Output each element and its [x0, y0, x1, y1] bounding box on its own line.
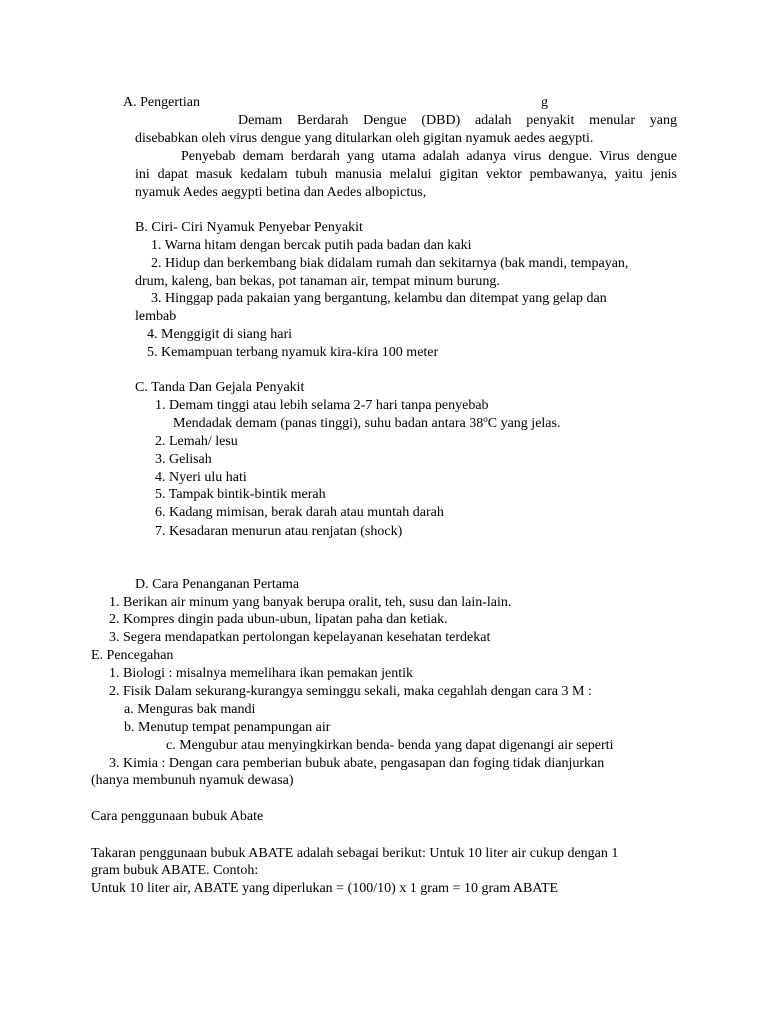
- section-c-item-7: 7. Kesadaran menurun atau renjatan (shock): [155, 524, 403, 539]
- section-c-item-6: 6. Kadang mimisan, berak darah atau muntah darah: [155, 505, 444, 520]
- section-c-item-1-sub: [173, 415, 560, 433]
- section-e-item-1: 1. Biologi : misalnya memelihara ikan pemakan jentik: [109, 666, 414, 681]
- section-a-para2-line1: Penyebab demam berdarah yang utama adalah adanya virus dengue. Virus dengue: [181, 149, 677, 164]
- section-d-item-3: 3. Segera mendapatkan pertolongan kepelayanan kesehatan terdekat: [109, 630, 491, 645]
- section-b-item-3-line1: 3. Hinggap pada pakaian yang bergantung, kelambu dan ditempat yang gelap dan: [151, 291, 607, 306]
- abate-heading: Cara penggunaan bubuk Abate: [91, 809, 264, 824]
- section-b-heading: B. Ciri- Ciri Nyamuk Penyebar Penyakit: [135, 220, 363, 235]
- section-e-item-2c: c. Mengubur atau menyingkirkan benda- benda yang dapat digenangi air seperti: [166, 738, 614, 753]
- abate-line-1: Takaran penggunaan bubuk ABATE adalah sebagai berikut: Untuk 10 liter air cukup dengan 1: [91, 846, 619, 861]
- section-b-item-1: 1. Warna hitam dengan bercak putih pada badan dan kaki: [151, 238, 472, 253]
- section-e-item-3-line2: (hanya membunuh nyamuk dewasa): [91, 773, 294, 788]
- section-c-item-1-sub-post: C yang jelas.: [487, 416, 561, 431]
- section-d-item-1: 1. Berikan air minum yang banyak berupa oralit, teh, susu dan lain-lain.: [109, 595, 512, 610]
- degree-sign: o: [483, 414, 488, 424]
- section-e-heading: E. Pencegahan: [91, 648, 174, 663]
- stray-character: g: [541, 95, 548, 110]
- section-d-heading: D. Cara Penanganan Pertama: [135, 577, 300, 592]
- section-c-item-2: 2. Lemah/ lesu: [155, 434, 238, 449]
- section-e-item-2: 2. Fisik Dalam sekurang-kurangya seminggu sekali, maka cegahlah dengan cara 3 M :: [109, 684, 592, 699]
- section-b-item-2-line1: 2. Hidup dan berkembang biak didalam rumah dan sekitarnya (bak mandi, tempayan,: [151, 256, 629, 271]
- section-a-para2-line3: nyamuk Aedes aegypti betina dan Aedes albopictus,: [135, 185, 427, 200]
- section-e-item-2b: b. Menutup tempat penampungan air: [124, 720, 331, 735]
- section-c-item-4: 4. Nyeri ulu hati: [155, 470, 247, 485]
- abate-line-2: gram bubuk ABATE. Contoh:: [91, 863, 259, 878]
- section-c-item-3: 3. Gelisah: [155, 452, 212, 467]
- section-b-item-5: 5. Kemampuan terbang nyamuk kira-kira 100 meter: [147, 345, 439, 360]
- section-a-heading: A. Pengertian: [123, 95, 200, 110]
- section-a-para2-line2: ini dapat masuk kedalam tubuh manusia melalui gigitan vektor pembawanya, yaitu jenis: [135, 167, 677, 182]
- section-a-para1-line2: disebabkan oleh virus dengue yang ditularkan oleh gigitan nyamuk aedes aegypti.: [135, 131, 594, 146]
- section-c-item-1-sub-pre: Mendadak demam (panas tinggi), suhu badan antara 38: [173, 416, 484, 431]
- abate-line-3: Untuk 10 liter air, ABATE yang diperlukan = (100/10) x 1 gram = 10 gram ABATE: [91, 881, 559, 896]
- section-a-para1-line1: Demam Berdarah Dengue (DBD) adalah penyakit menular yang: [238, 113, 677, 128]
- section-e-item-2a: a. Menguras bak mandi: [124, 702, 256, 717]
- section-c-item-1: 1. Demam tinggi atau lebih selama 2-7 hari tanpa penyebab: [155, 398, 489, 413]
- section-b-item-3-line2: lembab: [135, 309, 177, 324]
- section-c-heading: C. Tanda Dan Gejala Penyakit: [135, 380, 305, 395]
- section-b-item-2-line2: drum, kaleng, ban bekas, pot tanaman air, tempat minum burung.: [135, 274, 500, 289]
- section-e-item-3-line1: 3. Kimia : Dengan cara pemberian bubuk abate, pengasapan dan foging tidak dianjurkan: [109, 756, 605, 771]
- section-c-item-5: 5. Tampak bintik-bintik merah: [155, 487, 326, 502]
- section-d-item-2: 2. Kompres dingin pada ubun-ubun, lipatan paha dan ketiak.: [109, 612, 448, 627]
- section-b-item-4: 4. Menggigit di siang hari: [147, 327, 293, 342]
